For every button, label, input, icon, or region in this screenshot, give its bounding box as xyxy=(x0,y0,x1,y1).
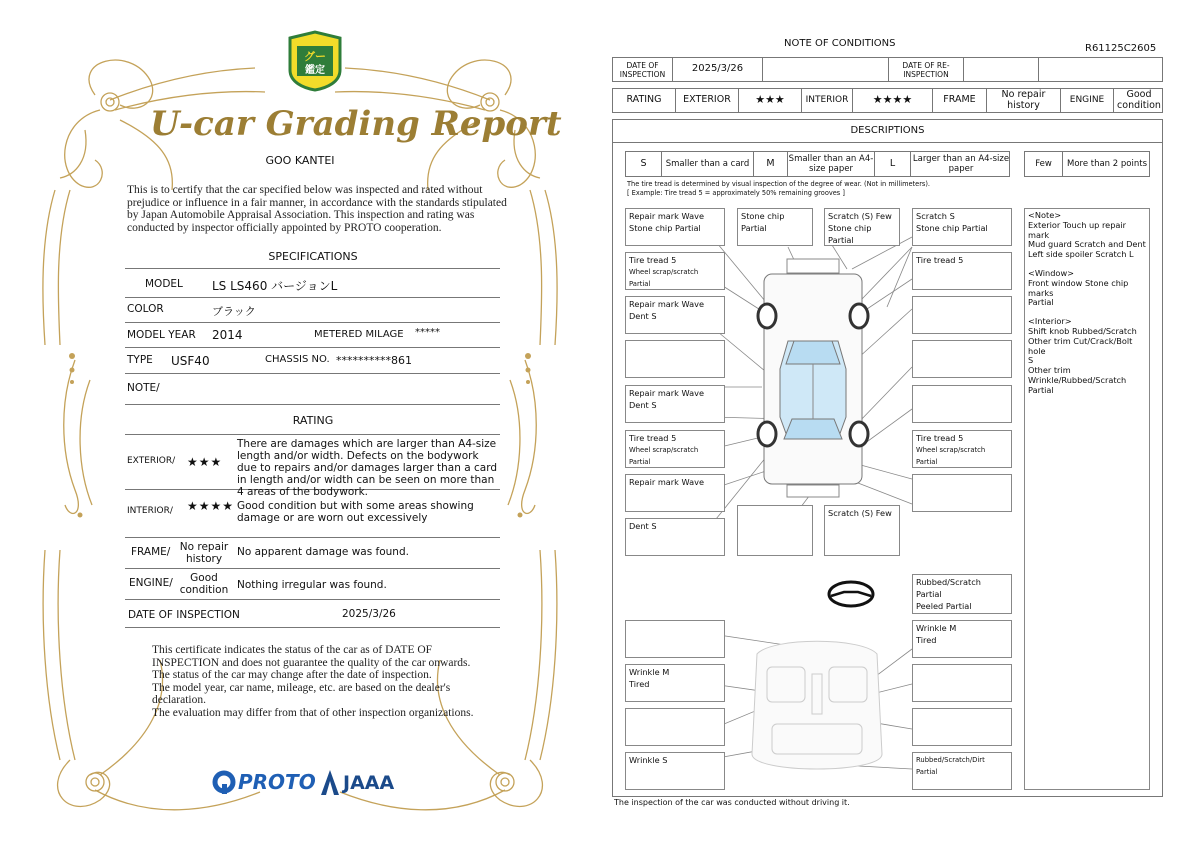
desc-box-rear-bumper: Scratch (S) Few xyxy=(824,505,900,556)
type-label: TYPE xyxy=(127,354,153,366)
sheet-reference: R61125C2605 xyxy=(1085,43,1157,54)
engine-text: Nothing irregular was found. xyxy=(237,579,387,591)
svg-text:鑑定: 鑑定 xyxy=(305,65,325,76)
desc-box-interior-console xyxy=(912,708,1012,746)
desc-box-interior-rear-seat: Wrinkle S xyxy=(625,752,725,790)
proto-logo: PROTO xyxy=(238,770,316,794)
rating-top-rule xyxy=(125,420,500,435)
note-row xyxy=(125,373,500,405)
rating-interior-value: ★★★★ xyxy=(853,89,933,112)
jaaa-logo-icon xyxy=(320,769,340,797)
exterior-stars: ★★★ xyxy=(187,455,223,469)
note-label: NOTE/ xyxy=(127,382,160,394)
interior-text: Good condition but with some areas showing damage or are worn out excessively xyxy=(237,500,474,524)
certificate-footer: This certificate indicates the status of the car as of DATE OF INSPECTION and does not guarantee the quality of the car onwards. The status of the car may change after the date of inspection. The model year, car name, mileage, etc. are based on the dealer's declaration. The evaluation may differ from that of other inspection organizations. xyxy=(152,644,474,719)
model-year-value: 2014 xyxy=(212,328,243,342)
desc-box-front-right-door xyxy=(912,296,1012,334)
legend-few: Few xyxy=(1025,152,1063,176)
rating-frame-value: No repair history xyxy=(987,89,1061,112)
frame-value: No repair history xyxy=(179,541,229,565)
date-value: 2025/3/26 xyxy=(342,608,396,620)
desc-box-front-bumper: Stone chip Partial xyxy=(737,208,813,246)
rating-heading: RATING xyxy=(292,414,334,427)
rating-exterior-label: EXTERIOR xyxy=(676,89,739,112)
engine-label: ENGINE/ xyxy=(129,577,173,589)
goo-kantei-badge xyxy=(285,30,345,92)
rating-interior-label: INTERIOR xyxy=(802,89,853,112)
rating-table xyxy=(612,88,1163,113)
car-interior-view xyxy=(752,641,882,769)
legend-m-text: Smaller than an A4-size paper xyxy=(788,153,874,174)
color-row xyxy=(125,297,500,323)
legend-s: S xyxy=(626,152,662,176)
frame-text: No apparent damage was found. xyxy=(237,546,409,558)
steering-wheel-icon xyxy=(829,582,873,606)
sheet-footer: The inspection of the car was conducted without driving it. xyxy=(614,798,850,807)
rating-label: RATING xyxy=(613,89,676,112)
svg-text:グー: グー xyxy=(304,50,326,63)
rating-engine-value: Good condition xyxy=(1117,89,1161,111)
legend-l: L xyxy=(875,152,911,176)
descriptions-heading: DESCRIPTIONS xyxy=(612,119,1163,143)
rating-engine-label: ENGINE xyxy=(1061,89,1114,112)
spec-top-rule xyxy=(125,268,500,269)
type-row xyxy=(125,347,500,374)
desc-box-front-left-fender: Repair mark Wave Stone chip Partial xyxy=(625,208,725,246)
specifications-heading: SPECIFICATIONS xyxy=(268,250,358,263)
frame-row xyxy=(125,537,500,569)
desc-box-rear-left-door: Repair mark Wave Dent S xyxy=(625,385,725,423)
desc-box-rear-bumper-left: Dent S xyxy=(625,518,725,556)
model-row xyxy=(125,270,500,298)
desc-box-hood: Scratch (S) Few Stone chip Partial xyxy=(824,208,900,246)
desc-box-interior-rear-trim: Rubbed/Scratch/Dirt Partial xyxy=(912,752,1012,790)
sheet-title: NOTE OF CONDITIONS xyxy=(784,38,896,49)
interior-row xyxy=(125,489,500,538)
model-label: MODEL xyxy=(145,278,183,290)
metered-label: METERED MILAGE xyxy=(314,329,404,340)
desc-box-front-right-tire: Tire tread 5 xyxy=(912,252,1012,290)
exterior-row xyxy=(125,436,500,498)
desc-box-rear-right-door xyxy=(912,385,1012,423)
legend-s-text: Smaller than a card xyxy=(662,152,754,176)
inspection-date-value: 2025/3/26 xyxy=(673,58,763,81)
desc-box-interior-right-door xyxy=(912,664,1012,702)
reinspection-label: DATE OF RE-INSPECTION xyxy=(889,58,964,81)
proto-logo-icon xyxy=(212,770,236,796)
metered-value: ***** xyxy=(415,327,440,338)
date-label: DATE OF INSPECTION xyxy=(128,609,240,621)
interior-stars: ★★★★ xyxy=(187,499,235,513)
chassis-label: CHASSIS NO. xyxy=(265,354,330,365)
interior-label: INTERIOR/ xyxy=(127,506,173,516)
exterior-text: There are damages which are larger than A4-size length and/or width. Defects on the bodywork due to repairs and/or damages larger than a card in length and/or width can be seen on more than 4 areas of the bodywork. xyxy=(237,438,497,498)
chassis-value: **********861 xyxy=(336,354,412,367)
certificate-title: U-car Grading Report xyxy=(150,104,562,144)
type-value: USF40 xyxy=(171,354,210,368)
rating-frame-label: FRAME xyxy=(933,89,987,112)
legend-m: M xyxy=(754,152,788,176)
date-row xyxy=(125,599,500,628)
desc-box-rear-left-tire: Tire tread 5 Wheel scrap/scratch Partial xyxy=(625,430,725,468)
desc-box-interior-left-door xyxy=(625,708,725,746)
legend-few-text: More than 2 points xyxy=(1066,158,1147,169)
inspection-date-label: DATE OF INSPECTION xyxy=(613,58,673,81)
desc-box-windshield: Scratch S Stone chip Partial xyxy=(912,208,1012,246)
desc-box-interior-dashboard xyxy=(625,620,725,658)
exterior-label: EXTERIOR/ xyxy=(127,456,176,466)
tread-note: The tire tread is determined by visual inspection of the degree of wear. (Not in millimeters). [ Example: Tire tread 5 = approximately 50% remaining grooves ] xyxy=(627,180,931,197)
jaaa-logo: JAAA xyxy=(343,772,395,794)
desc-box-front-left-door: Repair mark Wave Dent S xyxy=(625,296,725,334)
desc-box-steering: Rubbed/Scratch Partial Peeled Partial xyxy=(912,574,1012,614)
model-value: LS LS460 バージョンL xyxy=(212,279,338,293)
desc-box-front-left-tire: Tire tread 5 Wheel scrap/scratch Partial xyxy=(625,252,725,290)
model-year-label: MODEL YEAR xyxy=(127,329,196,341)
rating-exterior-value: ★★★ xyxy=(739,89,802,112)
notes-panel: <Note> Exterior Touch up repair mark Mud guard Scratch and Dent Left side spoiler Scratch L <Window> Front window Stone chip marks Partial <Interior> Shift knob Rubbed/Scratch Other trim Cut/Crack/Bolt hole S Other trim Wrinkle/Rubbed/Scratch Partial xyxy=(1024,208,1150,790)
certificate-subtitle: GOO KANTEI xyxy=(265,154,335,167)
model-year-row xyxy=(125,322,500,348)
car-top-view xyxy=(758,259,868,497)
legend-l-text: Larger than an A4-size paper xyxy=(912,153,1010,174)
desc-box-left-pillar xyxy=(625,340,725,378)
desc-box-rear-right-tire: Tire tread 5 Wheel scrap/scratch Partial xyxy=(912,430,1012,468)
frame-label: FRAME/ xyxy=(131,546,171,558)
desc-box-trunk xyxy=(737,505,813,556)
color-value: ブラック xyxy=(212,305,256,318)
color-label: COLOR xyxy=(127,303,164,315)
desc-box-rear-left-fender: Repair mark Wave xyxy=(625,474,725,512)
inspection-date-overlay xyxy=(612,57,1163,82)
desc-box-rear-right-fender xyxy=(912,474,1012,512)
desc-box-right-pillar xyxy=(912,340,1012,378)
desc-box-interior-right-seat: Wrinkle M Tired xyxy=(912,620,1012,658)
certificate-intro: This is to certify that the car specified below was inspected and rated without prejudice or influence in a fair manner, in accordance with the standards stipulated by Japan Automobile Appraisal Association. This inspection and rating was conducted by inspector officially appointed by PROTO cooperation. xyxy=(127,184,507,234)
desc-box-interior-left-seat: Wrinkle M Tired xyxy=(625,664,725,702)
engine-row xyxy=(125,568,500,600)
engine-value: Good condition xyxy=(179,572,229,596)
